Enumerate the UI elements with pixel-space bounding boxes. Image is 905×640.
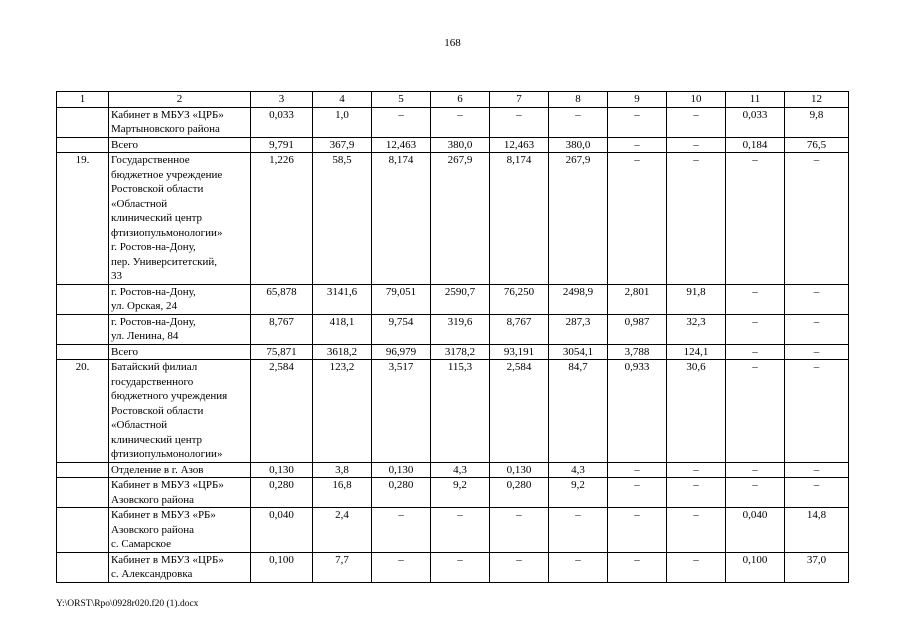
value-cell: 367,9 (313, 137, 372, 153)
table-row (57, 284, 849, 314)
value-cell: 287,3 (549, 314, 608, 344)
value-cell: – (608, 552, 667, 582)
name-line: г. Ростов-на-Дону, (111, 285, 196, 298)
value-cell: 9,2 (431, 478, 490, 508)
value-cell: 124,1 (667, 344, 726, 360)
value-cell: – (726, 153, 785, 285)
value-cell: 93,191 (490, 344, 549, 360)
value-cell: 8,767 (490, 314, 549, 344)
value-cell: – (608, 478, 667, 508)
name-line: Азовского района (111, 493, 195, 506)
value-cell: – (726, 344, 785, 360)
institution-name (109, 478, 251, 508)
name-line: Отделение в г. Азов (111, 463, 204, 476)
value-cell: 418,1 (313, 314, 372, 344)
name-line: г. Ростов-на-Дону, (111, 315, 196, 328)
name-line: Ростовской области (111, 183, 204, 195)
value-cell: – (549, 107, 608, 137)
value-cell: 32,3 (667, 314, 726, 344)
value-cell: 8,174 (372, 153, 431, 285)
institution-name (109, 552, 251, 582)
institution-name (109, 360, 251, 463)
value-cell: 0,100 (251, 552, 313, 582)
table-row (57, 508, 849, 553)
name-line: Кабинет в МБУЗ «ЦРБ» (111, 108, 224, 121)
value-cell: 0,130 (251, 462, 313, 478)
name-line: Батайский филиал (111, 361, 198, 373)
value-cell: 79,051 (372, 284, 431, 314)
institution-name (109, 107, 251, 137)
value-cell: – (372, 508, 431, 553)
value-cell: 75,871 (251, 344, 313, 360)
table-row (57, 478, 849, 508)
name-line: пер. Университетский, (111, 255, 218, 268)
value-cell: – (785, 153, 849, 285)
value-cell: – (431, 552, 490, 582)
value-cell: – (726, 462, 785, 478)
table-row (57, 360, 849, 463)
value-cell: 9,791 (251, 137, 313, 153)
value-cell: 37,0 (785, 552, 849, 582)
table-row (57, 153, 849, 285)
value-cell: 267,9 (549, 153, 608, 285)
value-cell: – (608, 137, 667, 153)
value-cell: 8,174 (490, 153, 549, 285)
value-cell: 3178,2 (431, 344, 490, 360)
value-cell: 0,040 (726, 508, 785, 553)
name-line: клинический центр (111, 212, 203, 224)
value-cell: 0,033 (726, 107, 785, 137)
column-header: 12 (785, 92, 849, 108)
table-row (57, 314, 849, 344)
value-cell: 91,8 (667, 284, 726, 314)
value-cell: 12,463 (372, 137, 431, 153)
value-cell: 65,878 (251, 284, 313, 314)
name-line: бюджетное учреждение (111, 168, 223, 181)
institution-name (109, 314, 251, 344)
value-cell: 76,5 (785, 137, 849, 153)
table-row (57, 552, 849, 582)
table-row (57, 462, 849, 478)
value-cell: 14,8 (785, 508, 849, 553)
name-line: «Областной (111, 197, 168, 210)
row-number: 20. (57, 360, 109, 463)
institution-name (109, 153, 251, 285)
column-header: 5 (372, 92, 431, 108)
value-cell: 3,517 (372, 360, 431, 463)
institution-name (109, 284, 251, 314)
value-cell: 3,8 (313, 462, 372, 478)
name-line: с. Александровка (111, 568, 193, 580)
value-cell: 123,2 (313, 360, 372, 463)
value-cell: – (608, 107, 667, 137)
value-cell: – (667, 552, 726, 582)
value-cell: – (726, 314, 785, 344)
name-line: ул. Орская, 24 (111, 300, 177, 312)
value-cell: – (372, 552, 431, 582)
name-line: Кабинет в МБУЗ «РБ» (111, 509, 216, 521)
value-cell: 1,0 (313, 107, 372, 137)
name-line: Кабинет в МБУЗ «ЦРБ» (111, 553, 224, 566)
name-line: «Областной (111, 419, 168, 431)
column-header: 10 (667, 92, 726, 108)
name-line: клинический центр (111, 433, 203, 446)
table-row (57, 137, 849, 153)
value-cell: 3141,6 (313, 284, 372, 314)
column-header: 4 (313, 92, 372, 108)
column-header: 3 (251, 92, 313, 108)
value-cell: 12,463 (490, 137, 549, 153)
column-header: 8 (549, 92, 608, 108)
value-cell: – (667, 137, 726, 153)
column-header: 7 (490, 92, 549, 108)
row-number (57, 508, 109, 553)
value-cell: – (549, 508, 608, 553)
row-number (57, 552, 109, 582)
value-cell: – (372, 107, 431, 137)
column-header: 1 (57, 92, 109, 108)
data-table (56, 91, 849, 583)
value-cell: – (785, 284, 849, 314)
value-cell: – (431, 107, 490, 137)
value-cell: 115,3 (431, 360, 490, 463)
value-cell: 0,033 (251, 107, 313, 137)
row-number: 19. (57, 153, 109, 285)
name-line: с. Самарское (111, 538, 172, 550)
value-cell: 2,584 (251, 360, 313, 463)
value-cell: 0,280 (490, 478, 549, 508)
value-cell: 0,100 (726, 552, 785, 582)
value-cell: 7,7 (313, 552, 372, 582)
value-cell: 0,040 (251, 508, 313, 553)
value-cell: – (667, 153, 726, 285)
row-number (57, 284, 109, 314)
value-cell: 0,280 (251, 478, 313, 508)
name-line: фтизиопульмонологии» (111, 448, 223, 460)
value-cell: – (608, 508, 667, 553)
value-cell: 319,6 (431, 314, 490, 344)
value-cell: 0,130 (490, 462, 549, 478)
value-cell: – (726, 360, 785, 463)
value-cell: 9,754 (372, 314, 431, 344)
value-cell: 267,9 (431, 153, 490, 285)
value-cell: – (726, 478, 785, 508)
name-line: Всего (111, 345, 138, 358)
value-cell: 0,280 (372, 478, 431, 508)
value-cell: – (667, 462, 726, 478)
value-cell: 58,5 (313, 153, 372, 285)
value-cell: – (667, 508, 726, 553)
value-cell: – (431, 508, 490, 553)
name-line: государственного (111, 375, 194, 388)
header-row (57, 92, 849, 108)
value-cell: 3618,2 (313, 344, 372, 360)
table-row (57, 107, 849, 137)
value-cell: 0,184 (726, 137, 785, 153)
name-line: Мартыновского района (111, 123, 220, 135)
row-number (57, 107, 109, 137)
value-cell: 9,8 (785, 107, 849, 137)
row-number (57, 137, 109, 153)
row-number (57, 462, 109, 478)
value-cell: 0,987 (608, 314, 667, 344)
name-line: Кабинет в МБУЗ «ЦРБ» (111, 479, 224, 491)
value-cell: 2,584 (490, 360, 549, 463)
value-cell: – (667, 107, 726, 137)
value-cell: – (785, 314, 849, 344)
column-header: 11 (726, 92, 785, 108)
value-cell: 4,3 (549, 462, 608, 478)
file-path: Y:\ORST\Rpo\0928r020.f20 (1).docx (56, 599, 199, 609)
table-row (57, 344, 849, 360)
value-cell: 9,2 (549, 478, 608, 508)
column-header: 6 (431, 92, 490, 108)
value-cell: – (785, 360, 849, 463)
value-cell: 96,979 (372, 344, 431, 360)
institution-name (109, 462, 251, 478)
value-cell: – (785, 478, 849, 508)
value-cell: 3,788 (608, 344, 667, 360)
value-cell: – (549, 552, 608, 582)
page-number: 168 (444, 37, 461, 49)
name-line: ул. Ленина, 84 (111, 330, 179, 342)
value-cell: 84,7 (549, 360, 608, 463)
value-cell: – (726, 284, 785, 314)
institution-name (109, 508, 251, 553)
value-cell: – (490, 107, 549, 137)
value-cell: 2,801 (608, 284, 667, 314)
name-line: бюджетного учреждения (111, 390, 228, 402)
value-cell: 1,226 (251, 153, 313, 285)
value-cell: 2,4 (313, 508, 372, 553)
name-line: фтизиопульмонологии» (111, 226, 223, 239)
column-header: 2 (109, 92, 251, 108)
row-number (57, 344, 109, 360)
value-cell: – (785, 344, 849, 360)
value-cell: 76,250 (490, 284, 549, 314)
row-number (57, 478, 109, 508)
value-cell: 4,3 (431, 462, 490, 478)
name-line: г. Ростов-на-Дону, (111, 241, 196, 253)
value-cell: – (490, 552, 549, 582)
value-cell: – (490, 508, 549, 553)
name-line: Ростовской области (111, 404, 204, 417)
value-cell: 0,933 (608, 360, 667, 463)
value-cell: 8,767 (251, 314, 313, 344)
value-cell: 0,130 (372, 462, 431, 478)
column-header: 9 (608, 92, 667, 108)
name-line: Всего (111, 138, 138, 151)
value-cell: 2498,9 (549, 284, 608, 314)
value-cell: – (667, 478, 726, 508)
value-cell: – (785, 462, 849, 478)
value-cell: 2590,7 (431, 284, 490, 314)
name-line: Азовского района (111, 523, 195, 536)
value-cell: 3054,1 (549, 344, 608, 360)
institution-name (109, 137, 251, 153)
value-cell: – (608, 462, 667, 478)
institution-name (109, 344, 251, 360)
row-number (57, 314, 109, 344)
name-line: 33 (111, 270, 122, 282)
value-cell: 30,6 (667, 360, 726, 463)
value-cell: 16,8 (313, 478, 372, 508)
name-line: Государственное (111, 154, 190, 166)
value-cell: 380,0 (431, 137, 490, 153)
value-cell: – (608, 153, 667, 285)
value-cell: 380,0 (549, 137, 608, 153)
